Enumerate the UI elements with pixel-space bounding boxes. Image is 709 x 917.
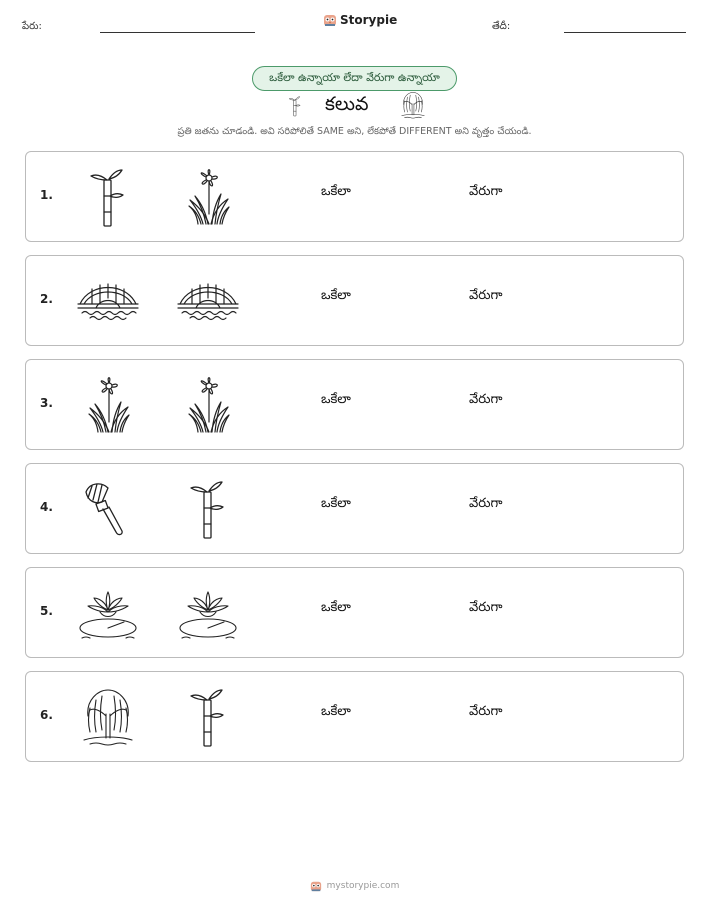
- option-different[interactable]: వేరుగా: [469, 288, 503, 303]
- option-different[interactable]: వేరుగా: [469, 600, 503, 615]
- willow-tree-icon: [398, 90, 428, 124]
- date-label: తేదీ:: [492, 21, 511, 32]
- name-field[interactable]: [100, 32, 255, 33]
- bamboo-icon: [176, 478, 240, 540]
- daffodil-icon: [76, 374, 140, 436]
- option-same[interactable]: ఒకేలా: [321, 496, 351, 511]
- target-word: కలువ: [325, 93, 369, 115]
- owl-mascot-icon: [323, 13, 337, 27]
- name-label: పేరు:: [22, 21, 42, 32]
- option-different[interactable]: వేరుగా: [469, 704, 503, 719]
- option-different[interactable]: వేరుగా: [469, 392, 503, 407]
- brand-logo: [323, 13, 397, 27]
- option-different[interactable]: వేరుగా: [469, 184, 503, 199]
- exercise-row: [25, 359, 684, 450]
- row-number: 2.: [40, 292, 53, 306]
- exercise-row: [25, 567, 684, 658]
- row-number: 1.: [40, 188, 53, 202]
- paintbrush-icon: [76, 478, 140, 540]
- exercise-row: [25, 151, 684, 242]
- date-field[interactable]: [564, 32, 686, 33]
- option-same[interactable]: ఒకేలా: [321, 704, 351, 719]
- daffodil-icon: [176, 374, 240, 436]
- brand-name: Storypie: [340, 13, 398, 27]
- bridge-icon: [176, 270, 240, 332]
- title-badge: ఒకేలా ఉన్నాయా లేదా వేరుగా ఉన్నాయా: [252, 66, 457, 91]
- footer: [0, 880, 709, 892]
- water-lily-icon: [76, 582, 140, 644]
- daffodil-icon: [176, 166, 240, 228]
- option-same[interactable]: ఒకేలా: [321, 288, 351, 303]
- exercise-row: [25, 671, 684, 762]
- bridge-icon: [76, 270, 140, 332]
- option-same[interactable]: ఒకేలా: [321, 392, 351, 407]
- row-number: 5.: [40, 604, 53, 618]
- bamboo-icon: [176, 686, 240, 748]
- row-number: 4.: [40, 500, 53, 514]
- bamboo-icon: [76, 166, 140, 228]
- option-same[interactable]: ఒకేలా: [321, 184, 351, 199]
- exercise-row: [25, 255, 684, 346]
- water-lily-icon: [176, 582, 240, 644]
- option-different[interactable]: వేరుగా: [469, 496, 503, 511]
- bamboo-icon: [284, 91, 306, 125]
- owl-mascot-icon: [310, 880, 322, 892]
- row-number: 3.: [40, 396, 53, 410]
- option-same[interactable]: ఒకేలా: [321, 600, 351, 615]
- instruction-text: ప్రతి జతను చూడండి. అవి సరిపోలితే SAME అని, లేకపోతే DIFFERENT అని వృత్తం చేయండి.: [177, 126, 532, 137]
- row-number: 6.: [40, 708, 53, 722]
- footer-url: mystorypie.com: [326, 881, 400, 891]
- exercise-row: [25, 463, 684, 554]
- willow-tree-icon: [76, 686, 140, 748]
